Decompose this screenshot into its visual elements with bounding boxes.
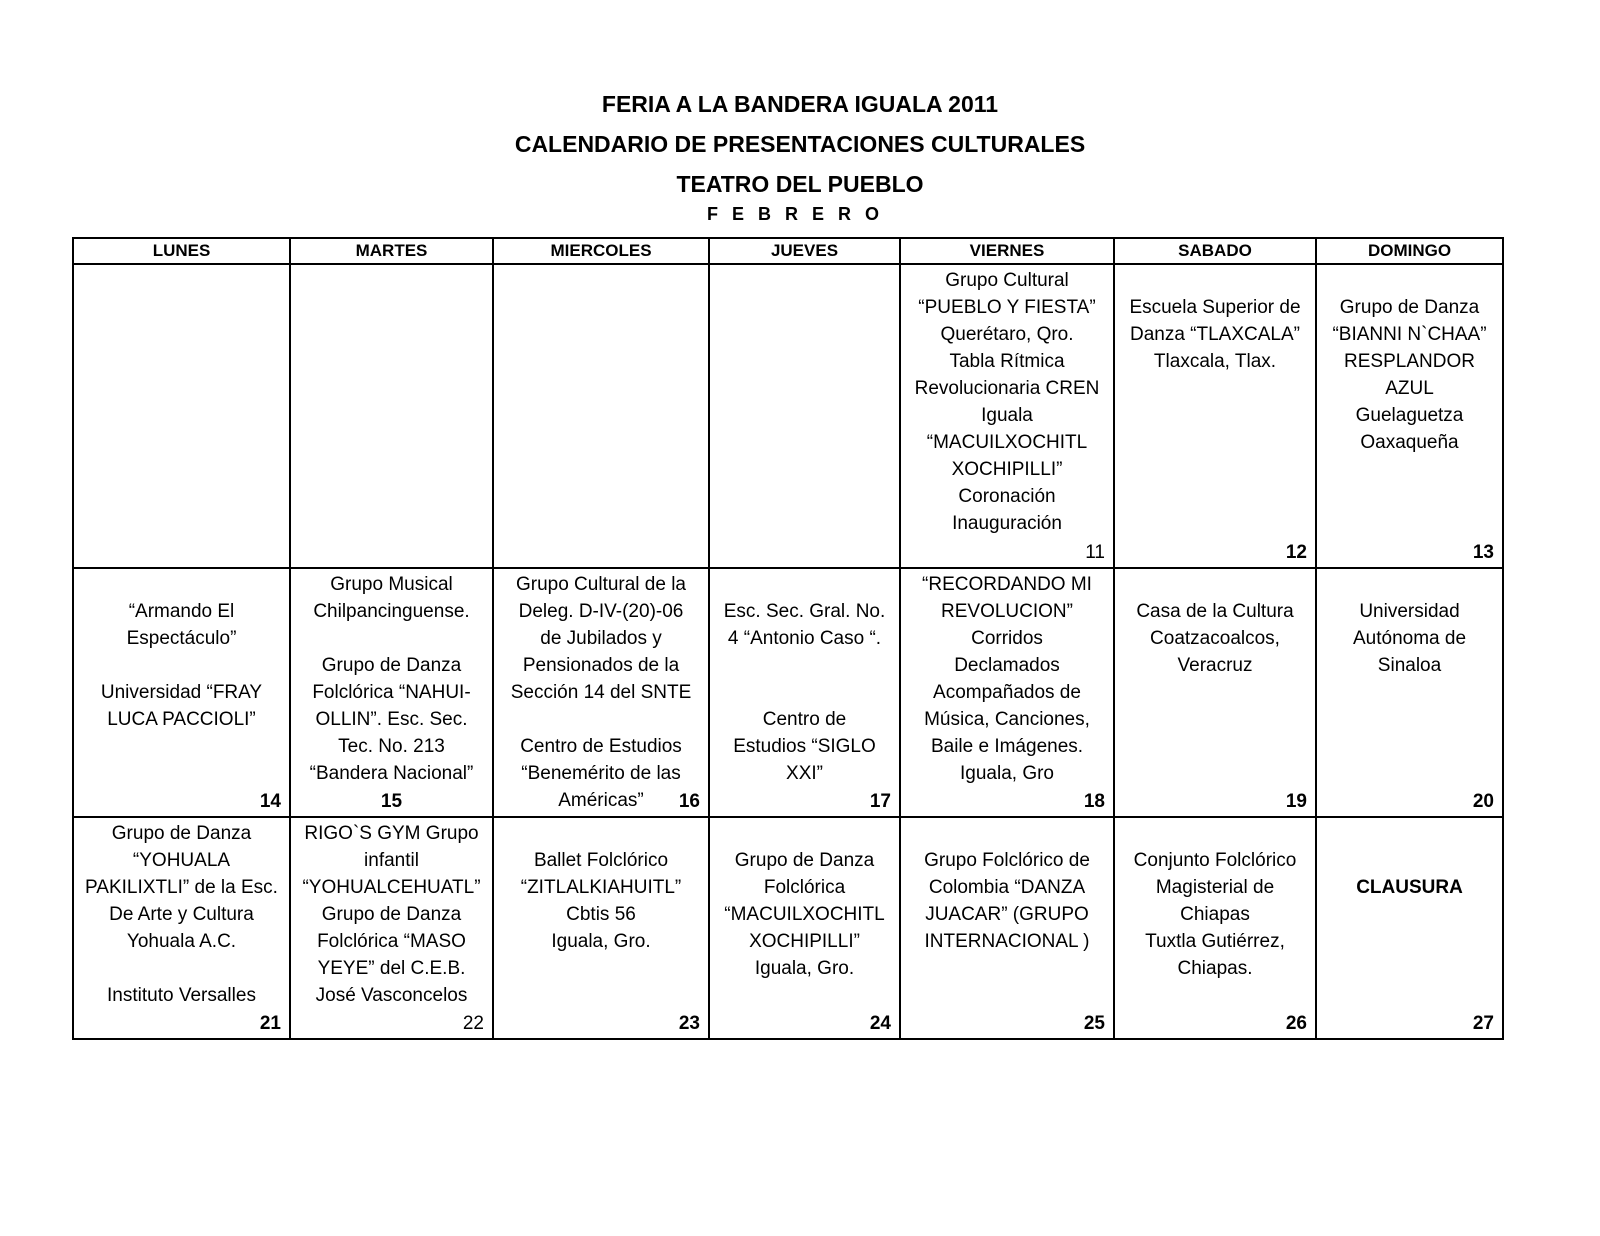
event-text: Casa de la Cultura Coatzacoalcos, Veracruz [1136,601,1294,676]
empty-cell [493,264,709,568]
header-miercoles: MIERCOLES [493,238,709,264]
month-label: FEBRERO [706,204,893,224]
event-text: Esc. Sec. Gral. No. 4 “Antonio Caso “. Centro de Estudios “SIGLO XXI” [723,601,886,784]
day-cell-26 [1114,817,1316,1039]
event-text: Grupo de Danza “YOHUALA PAKILIXTLI” de la Esc. De Arte y Cultura Yohuala A.C. Instituto Versalles [85,823,278,1006]
day-number: 16 [678,791,700,812]
day-number: 18 [1083,791,1105,812]
day-number: 24 [869,1013,891,1034]
day-number: 23 [678,1013,700,1034]
day-cell-15 [290,568,493,817]
day-cell-17 [709,568,900,817]
event-text: Grupo de Danza Folclórica “MACUILXOCHITL XOCHIPILLI” Iguala, Gro. [724,850,885,979]
header-sabado: SABADO [1114,238,1316,264]
day-cell-23 [493,817,709,1039]
day-cell-13 [1316,264,1503,568]
day-cell-19 [1114,568,1316,817]
venue-title: TEATRO DEL PUEBLO [676,171,924,197]
week-row [73,264,1503,568]
day-number: 21 [259,1013,281,1034]
header-lunes: LUNES [73,238,290,264]
day-number: 19 [1285,791,1307,812]
day-cell-14 [73,568,290,817]
day-cell-12 [1114,264,1316,568]
day-cell-11 [900,264,1114,568]
document-header [0,84,1600,228]
calendar-table [72,237,1504,1040]
day-number: 22 [462,1013,484,1034]
event-text: Grupo Cultural de la Deleg. D-IV-(20)-06 de Jubilados y Pensionados de la Sección 14 del SNTE Centro de Estudios “Benemérito de las Américas” [510,574,692,811]
day-number: 14 [259,791,281,812]
event-text: Grupo Musical Chilpancinguense. Grupo de Danza Folclórica “NAHUI- OLLIN”. Esc. Sec. Tec. No. 213 “Bandera Nacional” [309,574,474,784]
day-number: 20 [1472,791,1494,812]
day-number: 13 [1472,542,1494,563]
event-text: Ballet Folclórico “ZITLALKIAHUITL” Cbtis 56 Iguala, Gro. [520,850,682,952]
event-text: Conjunto Folclórico Magisterial de Chiapas Tuxtla Gutiérrez, Chiapas. [1133,850,1297,979]
header-viernes: VIERNES [900,238,1114,264]
day-cell-20 [1316,568,1503,817]
day-number: 27 [1472,1013,1494,1034]
event-text: Universidad Autónoma de Sinaloa [1352,601,1467,676]
empty-cell [709,264,900,568]
header-jueves: JUEVES [709,238,900,264]
empty-cell [73,264,290,568]
event-text: Grupo de Danza “BIANNI N`CHAA” RESPLANDOR AZUL Guelaguetza Oaxaqueña [1332,297,1487,453]
day-number: 25 [1083,1013,1105,1034]
day-cell-21 [73,817,290,1039]
event-text: Grupo Cultural “PUEBLO Y FIESTA” Querétaro, Qro. Tabla Rítmica Revolucionaria CREN Iguala “MACUILXOCHITL XOCHIPILLI” Coronación Inauguración [914,270,1100,534]
event-text: Escuela Superior de Danza “TLAXCALA” Tlaxcala, Tlax. [1129,297,1301,372]
event-text: “RECORDANDO MI REVOLUCION” Corridos Declamados Acompañados de Música, Canciones, Baile e Imágenes. Iguala, Gro [922,574,1092,784]
event-text: “Armando El Espectáculo” Universidad “FRAY LUCA PACCIOLI” [100,601,263,730]
day-number: 17 [869,791,891,812]
day-cell-16 [493,568,709,817]
day-cell-24 [709,817,900,1039]
weekday-header-row [73,238,1503,264]
event-text: RIGO`S GYM Grupo infantil “YOHUALCEHUATL” Grupo de Danza Folclórica “MASO YEYE” del C.E.B. José Vasconcelos [302,823,481,1006]
day-cell-25 [900,817,1114,1039]
page-title: FERIA A LA BANDERA IGUALA 2011 [601,91,999,117]
day-cell-18 [900,568,1114,817]
day-number: 26 [1285,1013,1307,1034]
day-number: 15 [380,791,403,812]
event-text: CLAUSURA [1356,877,1463,898]
event-text: Grupo Folclórico de Colombia “DANZA JUACAR” (GRUPO INTERNACIONAL ) [924,850,1090,952]
header-domingo: DOMINGO [1316,238,1503,264]
page-subtitle: CALENDARIO DE PRESENTACIONES CULTURALES [514,131,1086,157]
day-cell-22 [290,817,493,1039]
day-cell-27 [1316,817,1503,1039]
empty-cell [290,264,493,568]
day-number: 11 [1085,542,1105,563]
week-row [73,817,1503,1039]
week-row [73,568,1503,817]
header-martes: MARTES [290,238,493,264]
day-number: 12 [1285,542,1307,563]
